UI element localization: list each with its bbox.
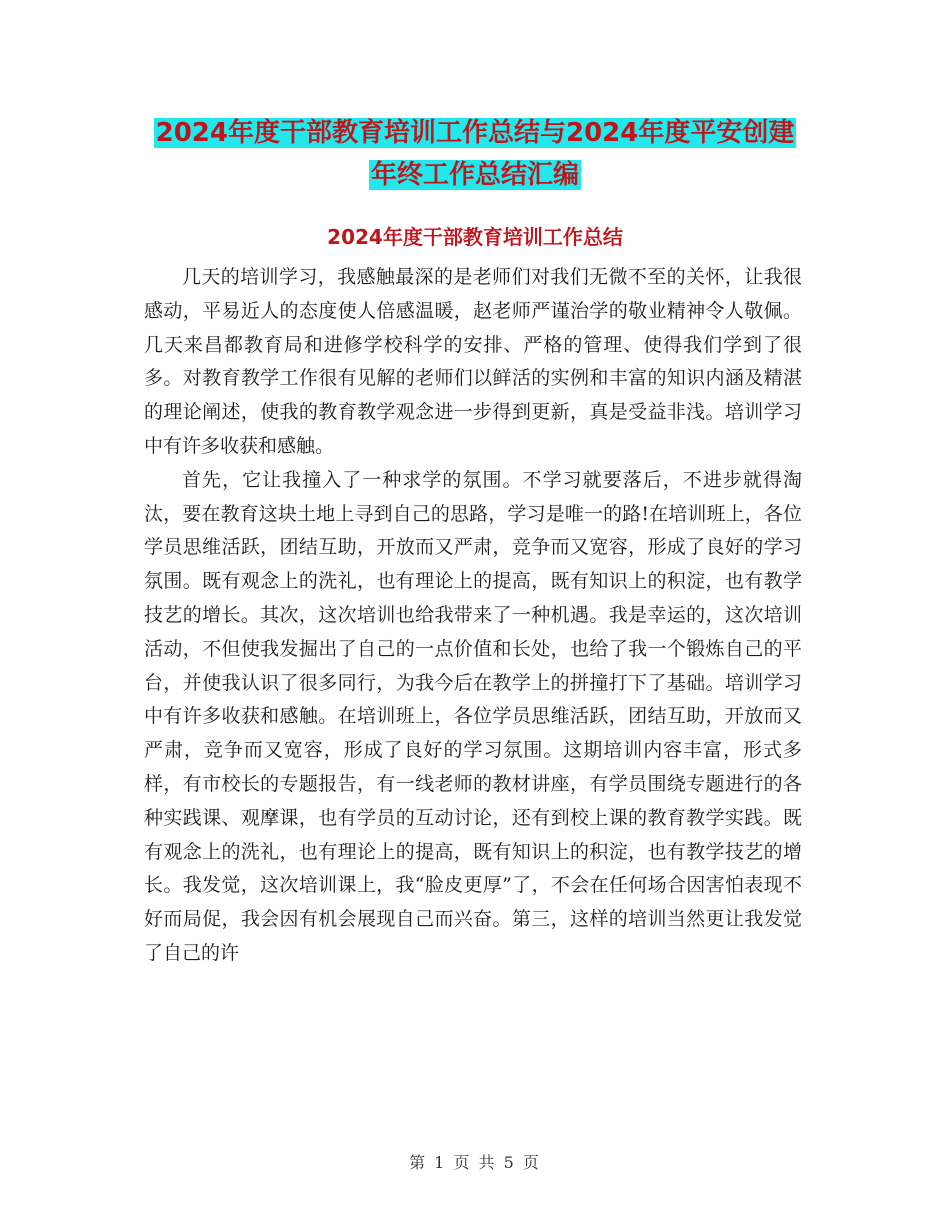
document-title (0, 112, 950, 196)
document-title-line-1: 2024年度干部教育培训工作总结与2024年度平安创建 (155, 118, 795, 148)
document-body (144, 261, 802, 971)
paragraph-1: 几天的培训学习，我感触最深的是老师们对我们无微不至的关怀，让我很感动，平易近人的态度使人倍感温暖，赵老师严谨治学的敬业精神令人敬佩。几天来昌都教育局和进修学校科学的安排、严格的管理、使得我们学到了很多。对教育教学工作很有见解的老师们以鲜活的实例和丰富的知识内涵及精湛的理论阐述，使我的教育教学观念进一步得到更新，真是受益非浅。培训学习中有许多收获和感触。 (144, 266, 802, 457)
document-title-line-2: 年终工作总结汇编 (370, 160, 579, 190)
page-number-footer: 第 1 页 共 5 页 (409, 1153, 541, 1172)
paragraph-2: 首先，它让我撞入了一种求学的氛围。不学习就要落后，不进步就得淘汰，要在教育这块土地上寻到自己的思路，学习是唯一的路!在培训班上，各位学员思维活跃，团结互助，开放而又严肃，竞争而又宽容，形成了良好的学习氛围。既有观念上的洗礼，也有理论上的提高，既有知识上的积淀，也有教学技艺的增长。其次，这次培训也给我带来了一种机遇。我是幸运的，这次培训活动，不但使我发掘出了自己的一点价值和长处，也给了我一个锻炼自己的平台，并使我认识了很多同行，为我今后在教学上的拼撞打下了基础。培训学习中有许多收获和感触。在培训班上，各位学员思维活跃，团结互助，开放而又严肃，竞争而又宽容，形成了良好的学习氛围。这期培训内容丰富，形式多样，有市校长的专题报告，有一线老师的教材讲座，有学员围绕专题进行的各种实践课、观摩课，也有学员的互动讨论，还有到校上课的教育教学实践。既有观念上的洗礼，也有理论上的提高，既有知识上的积淀，也有教学技艺的增长。我发觉，这次培训课上，我“脸皮更厚”了，不会在任何场合因害怕表现不好而局促，我会因有机会展现自己而兴奋。第三，这样的培训当然更让我发觉了自己的许 (144, 468, 802, 964)
section-title: 2024年度干部教育培训工作总结 (327, 225, 623, 249)
